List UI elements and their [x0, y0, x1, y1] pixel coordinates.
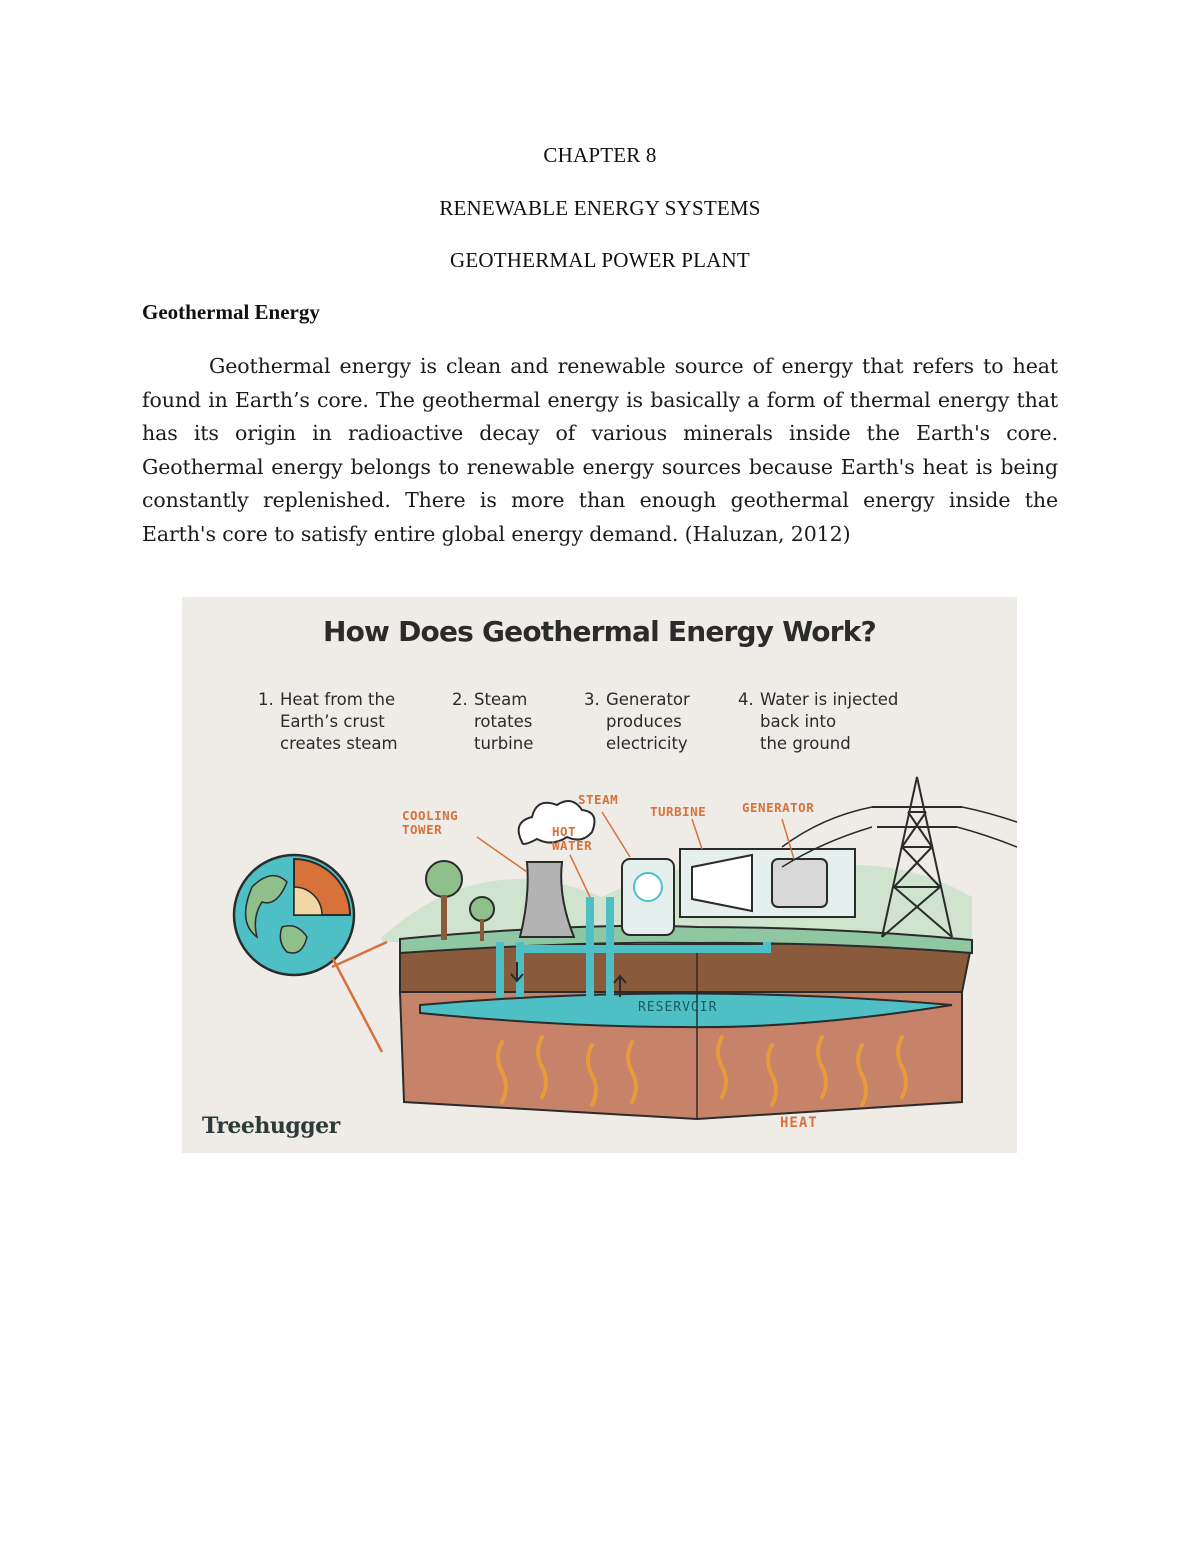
- label-steam: STEAM: [578, 792, 619, 807]
- label-generator: GENERATOR: [742, 800, 815, 815]
- step-number: 1.: [258, 690, 274, 709]
- step-text: Steam rotates turbine: [474, 690, 534, 753]
- step-2: [452, 689, 533, 755]
- brand-logo: Treehugger: [202, 1113, 340, 1139]
- tree-trunk: [441, 895, 447, 940]
- subtitle-heading: RENEWABLE ENERGY SYSTEMS: [439, 196, 761, 220]
- label-cooling-tower: COOLING TOWER: [402, 808, 459, 837]
- step-text: Water is injected back into the ground: [760, 690, 899, 753]
- step-text: Heat from the Earth’s crust creates steam: [280, 690, 398, 753]
- geothermal-infographic: [182, 597, 1017, 1153]
- tree-trunk: [480, 919, 484, 941]
- step-1: [258, 689, 398, 755]
- section-title: Geothermal Energy: [142, 300, 320, 324]
- infographic-illustration: [182, 597, 1017, 1153]
- infographic-title: How Does Geothermal Energy Work?: [322, 615, 876, 648]
- step-number: 2.: [452, 690, 468, 709]
- chapter-heading: CHAPTER 8: [543, 143, 657, 167]
- topic-heading: GEOTHERMAL POWER PLANT: [450, 248, 750, 272]
- callout-lines: [332, 942, 387, 1052]
- label-hot-water: HOT WATER: [552, 824, 593, 853]
- label-turbine: TURBINE: [650, 804, 707, 819]
- step-text: Generator produces electricity: [606, 690, 690, 753]
- step-number: 3.: [584, 690, 600, 709]
- step-4: [738, 689, 898, 755]
- label-heat: HEAT: [780, 1115, 818, 1131]
- generator: [772, 859, 827, 907]
- body-paragraph: Geothermal energy is clean and renewable source of energy that refers to heat found in Earth’s core. The geothermal energy is basically a form of thermal energy that has its origin in radioactive decay of various minerals inside the Earth's core. Geothermal energy belongs to renewable energy sources because Earth's heat is being constantly replenished. There is more than enough geothermal energy inside the Earth's core to satisfy entire global energy demand. (Haluzan, 2012): [142, 354, 1058, 546]
- tree: [426, 861, 462, 897]
- label-reservoir: RESERVOIR: [638, 1000, 718, 1015]
- step-3: [584, 689, 690, 755]
- steam-puff: [634, 873, 662, 901]
- step-number: 4.: [738, 690, 754, 709]
- tree: [470, 897, 494, 921]
